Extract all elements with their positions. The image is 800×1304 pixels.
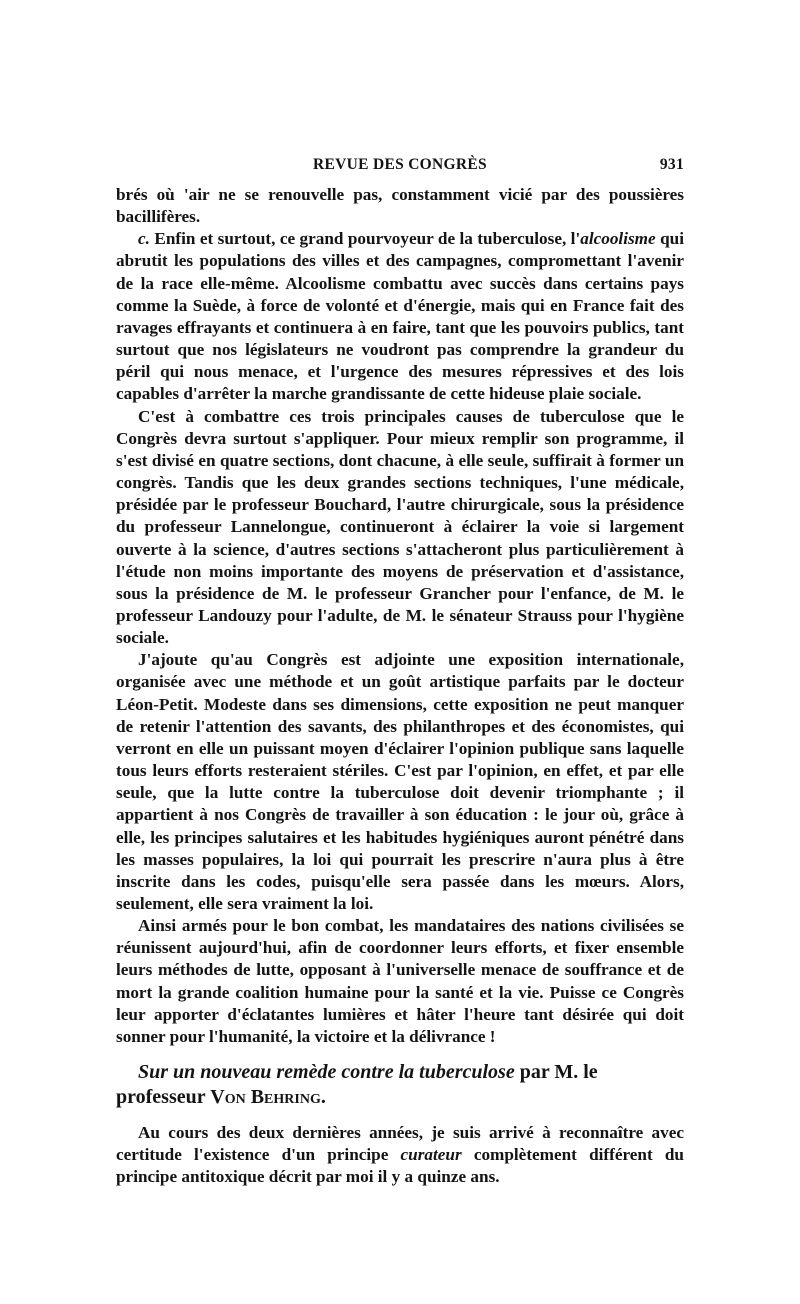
- heading-author: Von Behring.: [210, 1086, 326, 1109]
- page-header: [116, 150, 684, 184]
- heading-title: Sur un nouveau remède contre la tuberculose: [138, 1061, 515, 1084]
- paragraph-2-lead: Enfin et surtout, ce grand pourvoyeur de la tuberculose, l': [149, 229, 581, 249]
- paragraph-6: [116, 1122, 684, 1188]
- paragraph-6-rest: complètement différent du principe antitoxique décrit par moi il y a quinze ans.: [116, 1145, 684, 1187]
- heading-by: par M. le professeur: [116, 1061, 598, 1109]
- running-title: REVUE DES CONGRÈS: [313, 156, 487, 173]
- section-body: [116, 1122, 684, 1188]
- paragraph-2: [116, 228, 684, 405]
- page-number: 931: [659, 156, 684, 173]
- document-page: [116, 150, 684, 1189]
- paragraph-3: C'est à combattre ces trois principales causes de tuberculose que le Congrès devra surtout s'appliquer. Pour mieux remplir son programme, il s'est divisé en quatre sections, dont chacune, à elle seule, suffirait à former un congrès. Tandis que les deux grandes sections techniques, l'une médicale, présidée par le professeur Bouchard, l'autre chirurgicale, sous la présidence du professeur Lannelongue, continueront à éclairer la voie si largement ouverte à la science, d'autres sections s'attacheront plus particulièrement à l'étude non moins importante des moyens de préservation et d'assistance, sous la présidence de M. le professeur Grancher pour l'enfance, de M. le professeur Landouzy pour l'adulte, de M. le sénateur Strauss pour l'hygiène sociale.: [116, 406, 684, 648]
- section-heading: [116, 1060, 684, 1110]
- paragraph-1: brés où 'air ne se renouvelle pas, constamment vicié par des poussières bacillifères.: [116, 185, 684, 227]
- paragraph-5: Ainsi armés pour le bon combat, les mandataires des nations civilisées se réunissent aujourd'hui, afin de coordonner leurs efforts, et fixer ensemble leurs méthodes de lutte, opposant à l'universelle menace de souffrance et de mort la grande coalition humaine pour la santé et la vie. Puisse ce Congrès leur apporter d'éclatantes lumières et hâter l'heure tant désirée qui doit sonner pour l'humanité, la victoire et la délivrance !: [116, 916, 684, 1046]
- emphasis-alcoolisme: alcoolisme: [580, 229, 656, 249]
- paragraph-2-rest: qui abrutit les populations des villes et des campagnes, compromettant l'avenir de la race elle-même. Alcoolisme combattu avec succès dans certains pays comme la Suède, à force de volonté et d'énergie, mais qui en France fait des ravages effrayants et continuera à en faire, tant que les pouvoirs publics, tant surtout que nos législateurs ne voudront pas comprendre la grandeur du péril qui nous menace, et l'urgence des mesures répressives et des lois capables d'arrêter la marche grandissante de cette hideuse plaie sociale.: [116, 229, 684, 404]
- article-body: [116, 184, 684, 1048]
- paragraph-4: J'ajoute qu'au Congrès est adjointe une exposition internationale, organisée avec une méthode et un goût artistique parfaits par le docteur Léon-Petit. Modeste dans ses dimensions, cette exposition ne peut manquer de retenir l'attention des savants, des philanthropes et des économistes, qui verront en elle un puissant moyen d'éclairer l'opinion publique sans laquelle tous leurs efforts resteraient stériles. C'est par l'opinion, en effet, et par elle seule, que la lutte contre la tuberculose doit devenir triomphante ; il appartient à nos Congrès de travailler à son éducation : le jour où, grâce à elle, les principes salutaires et les habitudes hygiéniques auront pénétré dans les masses populaires, la loi qui pourrait les prescrire n'aura plus à être inscrite dans les codes, puisqu'elle sera passée dans les mœurs. Alors, seulement, elle sera vraiment la loi.: [116, 650, 684, 913]
- emphasis-curateur: curateur: [400, 1145, 462, 1165]
- item-label: c.: [138, 229, 150, 249]
- paragraph-6-lead: Au cours des deux dernières années, je suis arrivé à reconnaître avec certitude l'existence d'un principe: [116, 1123, 684, 1165]
